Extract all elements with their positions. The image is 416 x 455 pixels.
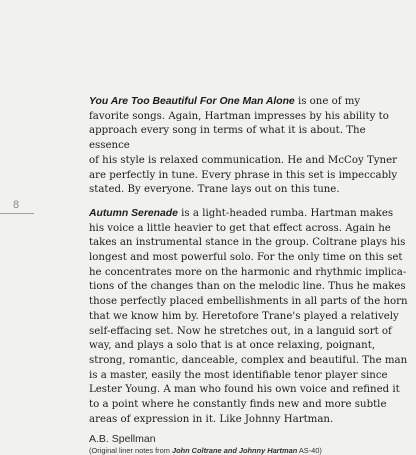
author-signature: A.B. Spellman — [89, 433, 156, 446]
text-line: takes an instrumental stance in the group. Coltrane plays his — [89, 237, 406, 249]
text-line: longest and most powerful solo. For the only time on this set — [89, 252, 403, 264]
text-line: is a light-headed rumba. Hartman makes — [177, 207, 394, 219]
text-line: favorite songs. Again, Hartman impresses by his ability to — [89, 110, 389, 122]
text-line: stated. By everyone. Trane lays out on this tune. — [89, 184, 340, 196]
text-line: he concentrates more on the harmonic and rhythmic implica- — [89, 266, 407, 278]
source-note — [89, 446, 409, 455]
liner-notes-body — [89, 95, 409, 455]
paragraph-too-beautiful — [89, 95, 409, 198]
text-line: self-effacing set. Now he stretches out, in a languid sort of — [89, 325, 392, 337]
text-line: way, and plays a solo that is at once relaxing, poignant, — [89, 340, 376, 352]
text-line: areas of expression in it. Like Johnny Hartman. — [89, 413, 334, 425]
text-line: that we know him by. Heretofore Trane's played a relatively — [89, 310, 399, 322]
source-note-suffix: AS-40) — [297, 446, 322, 455]
text-line: Lester Young. A man who found his own voice and refined it — [89, 384, 400, 396]
source-note-album: John Coltrane and Johnny Hartman — [171, 446, 298, 455]
text-line: are perfectly in tune. Every phrase in this set is impeccably — [89, 169, 398, 181]
text-line: those perfectly placed embellishments in all parts of the horn — [89, 296, 408, 308]
text-line: tions of the changes than on the melodic line. Thus he makes — [89, 281, 406, 293]
text-line: approach every song in terms of what it is about. The essence — [89, 125, 366, 152]
text-line: to a point where he constantly finds new and more subtle — [89, 399, 387, 411]
text-line: his voice a little heavier to get that effect across. Again he — [89, 222, 391, 234]
song-title-autumn-serenade: Autumn Serenade — [89, 207, 178, 219]
paragraph-autumn-serenade — [89, 207, 409, 428]
text-line: of his style is relaxed communication. He and McCoy Tyner — [89, 154, 397, 166]
page-number: 8 — [13, 199, 20, 211]
song-title-too-beautiful: You Are Too Beautiful For One Man Alone — [89, 96, 295, 107]
text-line: is one of my — [294, 96, 361, 107]
source-note-prefix: (Original liner notes from — [89, 446, 172, 455]
text-line: strong, romantic, danceable, complex and beautiful. The man — [89, 354, 408, 366]
margin-rule — [0, 213, 34, 214]
text-line: is a master, easily the most identifiable tenor player since — [89, 369, 388, 381]
